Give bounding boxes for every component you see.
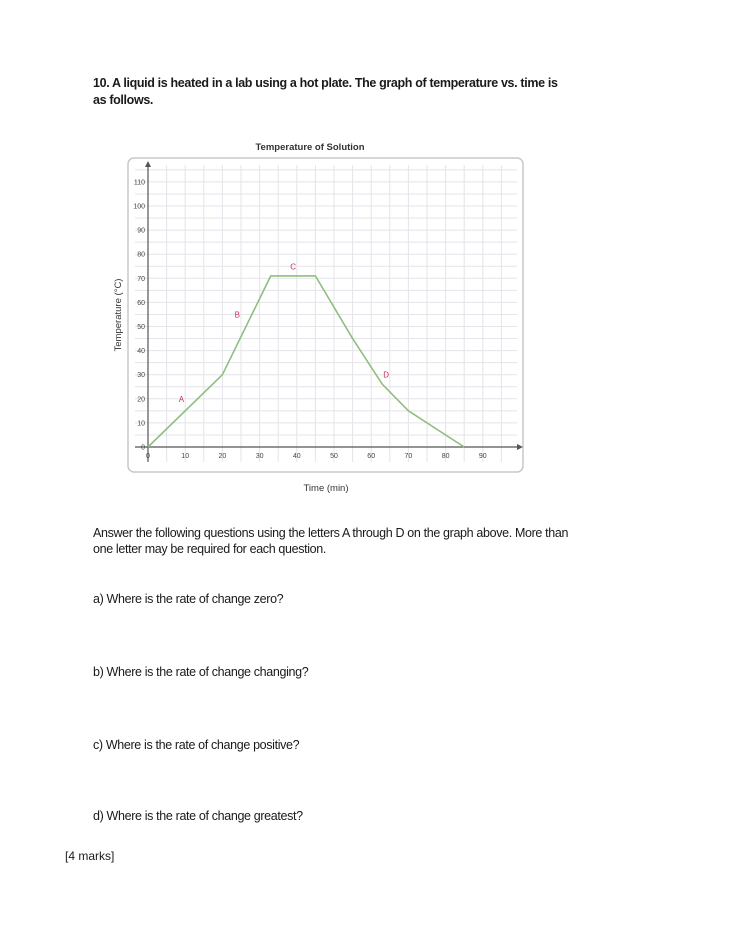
x-tick-label: 20 (218, 453, 227, 460)
x-tick-label: 80 (441, 453, 450, 460)
segment-label-a: A (178, 394, 185, 404)
x-tick-label: 60 (367, 453, 376, 460)
y-tick-label: 10 (137, 420, 145, 428)
subquestion-b: b) Where is the rate of change changing? (93, 665, 309, 679)
instructions-line-2: one letter may be required for each question. (93, 542, 327, 556)
x-tick-label: 70 (404, 453, 413, 460)
subquestion-c: c) Where is the rate of change positive? (93, 738, 300, 752)
x-tick-label: 30 (255, 453, 264, 460)
chart-xlabel: Time (min) (303, 483, 349, 494)
segment-label-c: C (290, 262, 296, 272)
marks-label: [4 marks] (65, 849, 115, 863)
y-tick-label: 60 (137, 299, 145, 307)
instructions-line-1: Answer the following questions using the letters A through D on the graph above. More than (93, 526, 569, 540)
x-tick-label: 40 (292, 453, 301, 460)
y-tick-label: 100 (133, 203, 145, 211)
y-tick-label: 50 (137, 324, 145, 331)
y-tick-label: 90 (137, 227, 145, 235)
y-tick-label: 0 (141, 444, 145, 452)
x-tick-label: 90 (478, 453, 487, 460)
y-tick-label: 80 (137, 251, 145, 259)
question-line-2: as follows. (93, 93, 154, 107)
x-tick-label: 50 (330, 453, 338, 460)
segment-label-b: B (234, 310, 240, 320)
chart-title: Temperature of Solution (255, 142, 365, 153)
question-line-1: 10. A liquid is heated in a lab using a hot plate. The graph of temperature vs. time is (93, 76, 558, 90)
x-tick-label: 0 (146, 453, 150, 460)
y-tick-label: 110 (133, 179, 145, 187)
y-tick-label: 20 (137, 396, 145, 404)
subquestion-d: d) Where is the rate of change greatest? (93, 809, 303, 823)
subquestion-a: a) Where is the rate of change zero? (93, 592, 284, 606)
segment-label-d: D (383, 370, 389, 380)
y-tick-label: 70 (137, 275, 145, 283)
chart-ylabel: Temperature (°C) (113, 278, 124, 352)
y-tick-label: 30 (137, 372, 145, 380)
x-tick-label: 10 (181, 453, 190, 460)
y-tick-label: 40 (137, 348, 145, 356)
